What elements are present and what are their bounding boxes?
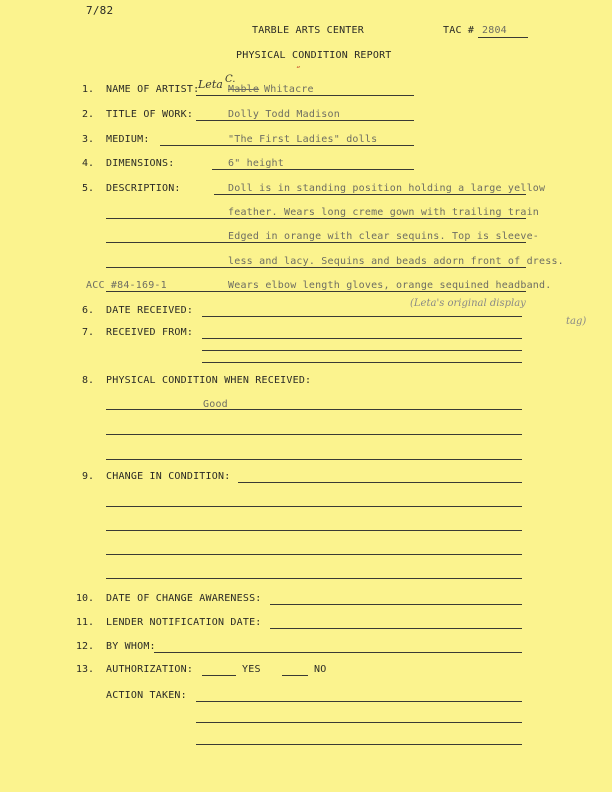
artist-value: Whitacre bbox=[264, 84, 314, 95]
change-awareness-label: DATE OF CHANGE AWARENESS: bbox=[106, 593, 262, 604]
artist-handwritten-first: Leta bbox=[198, 78, 223, 91]
tac-number: 2804 bbox=[482, 25, 507, 36]
change-awareness-line bbox=[270, 604, 522, 605]
by-whom-label: BY WHOM: bbox=[106, 641, 156, 652]
authorization-no-label: NO bbox=[314, 664, 327, 675]
item-number: 7. bbox=[81, 327, 94, 338]
item-number: 2. bbox=[81, 109, 94, 120]
item-number: 11. bbox=[76, 617, 95, 628]
change-condition-line bbox=[106, 578, 522, 579]
tac-number-line bbox=[478, 37, 528, 38]
action-taken-line bbox=[196, 744, 522, 745]
physical-condition-line bbox=[106, 459, 522, 460]
item-number: 3. bbox=[81, 134, 94, 145]
change-condition-line bbox=[106, 530, 522, 531]
dimensions-line bbox=[212, 169, 414, 170]
artist-handwritten-initial: C. bbox=[225, 74, 236, 85]
physical-condition-value: Good bbox=[203, 399, 228, 410]
action-taken-line bbox=[196, 701, 522, 702]
title-line bbox=[196, 120, 414, 121]
tick-mark: ˝ bbox=[295, 66, 302, 77]
action-taken-label: ACTION TAKEN: bbox=[106, 690, 187, 701]
received-from-label: RECEIVED FROM: bbox=[106, 327, 194, 338]
physical-condition-label: PHYSICAL CONDITION WHEN RECEIVED: bbox=[106, 375, 312, 386]
item-number: 9. bbox=[81, 471, 94, 482]
item-number: 8. bbox=[81, 375, 94, 386]
description-line-4: less and lacy. Sequins and beads adorn front of dress. bbox=[228, 256, 564, 267]
change-condition-line bbox=[106, 554, 522, 555]
physical-condition-line bbox=[106, 409, 522, 410]
dimensions-label: DIMENSIONS: bbox=[106, 158, 175, 169]
report-title: PHYSICAL CONDITION REPORT bbox=[236, 50, 392, 61]
description-rule bbox=[106, 267, 526, 268]
medium-label: MEDIUM: bbox=[106, 134, 150, 145]
item-number: 4. bbox=[81, 158, 94, 169]
authorization-label: AUTHORIZATION: bbox=[106, 664, 194, 675]
artist-line bbox=[196, 95, 414, 96]
title-label: TITLE OF WORK: bbox=[106, 109, 194, 120]
physical-condition-line bbox=[106, 434, 522, 435]
change-condition-label: CHANGE IN CONDITION: bbox=[106, 471, 231, 482]
received-from-line bbox=[202, 350, 522, 351]
description-line-5: Wears elbow length gloves, orange sequined headband. bbox=[228, 280, 552, 291]
description-line-1: Doll is in standing position holding a large yellow bbox=[228, 183, 546, 194]
description-rule bbox=[106, 291, 526, 292]
authorization-yes-line bbox=[202, 675, 236, 676]
change-condition-line bbox=[238, 482, 522, 483]
handwritten-display-tag-note-cont: tag) bbox=[566, 316, 587, 327]
authorization-yes-label: YES bbox=[242, 664, 261, 675]
action-taken-line bbox=[196, 722, 522, 723]
tac-label: TAC # bbox=[443, 25, 475, 36]
handwritten-display-tag-note: (Leta's original display bbox=[410, 298, 526, 309]
change-condition-line bbox=[106, 506, 522, 507]
received-from-line bbox=[202, 362, 522, 363]
date-received-label: DATE RECEIVED: bbox=[106, 305, 194, 316]
description-line-2: feather. Wears long creme gown with trailing train bbox=[228, 207, 540, 218]
description-line-3: Edged in orange with clear sequins. Top is sleeve- bbox=[228, 231, 540, 242]
item-number: 5. bbox=[81, 183, 94, 194]
item-number: 1. bbox=[81, 84, 94, 95]
description-label: DESCRIPTION: bbox=[106, 183, 181, 194]
medium-line bbox=[160, 145, 414, 146]
lender-notification-label: LENDER NOTIFICATION DATE: bbox=[106, 617, 262, 628]
item-number: 12. bbox=[76, 641, 95, 652]
description-rule bbox=[106, 218, 526, 219]
description-rule bbox=[106, 242, 526, 243]
item-number: 10. bbox=[76, 593, 95, 604]
lender-notification-line bbox=[270, 628, 522, 629]
item-number: 13. bbox=[76, 664, 95, 675]
by-whom-line bbox=[154, 652, 522, 653]
authorization-no-line bbox=[282, 675, 308, 676]
medium-value: "The First Ladies" dolls bbox=[228, 134, 378, 145]
description-rule bbox=[214, 194, 526, 195]
received-from-line bbox=[202, 338, 522, 339]
item-number: 6. bbox=[81, 305, 94, 316]
date-received-line bbox=[202, 316, 522, 317]
organization-name: TARBLE ARTS CENTER bbox=[252, 25, 364, 36]
document-date: 7/82 bbox=[86, 4, 114, 17]
artist-label: NAME OF ARTIST: bbox=[106, 84, 200, 95]
artist-struck-name: Mable bbox=[228, 84, 260, 95]
dimensions-value: 6" height bbox=[228, 158, 284, 169]
title-value: Dolly Todd Madison bbox=[228, 109, 340, 120]
accession-number: ACC #84-169-1 bbox=[86, 280, 167, 291]
